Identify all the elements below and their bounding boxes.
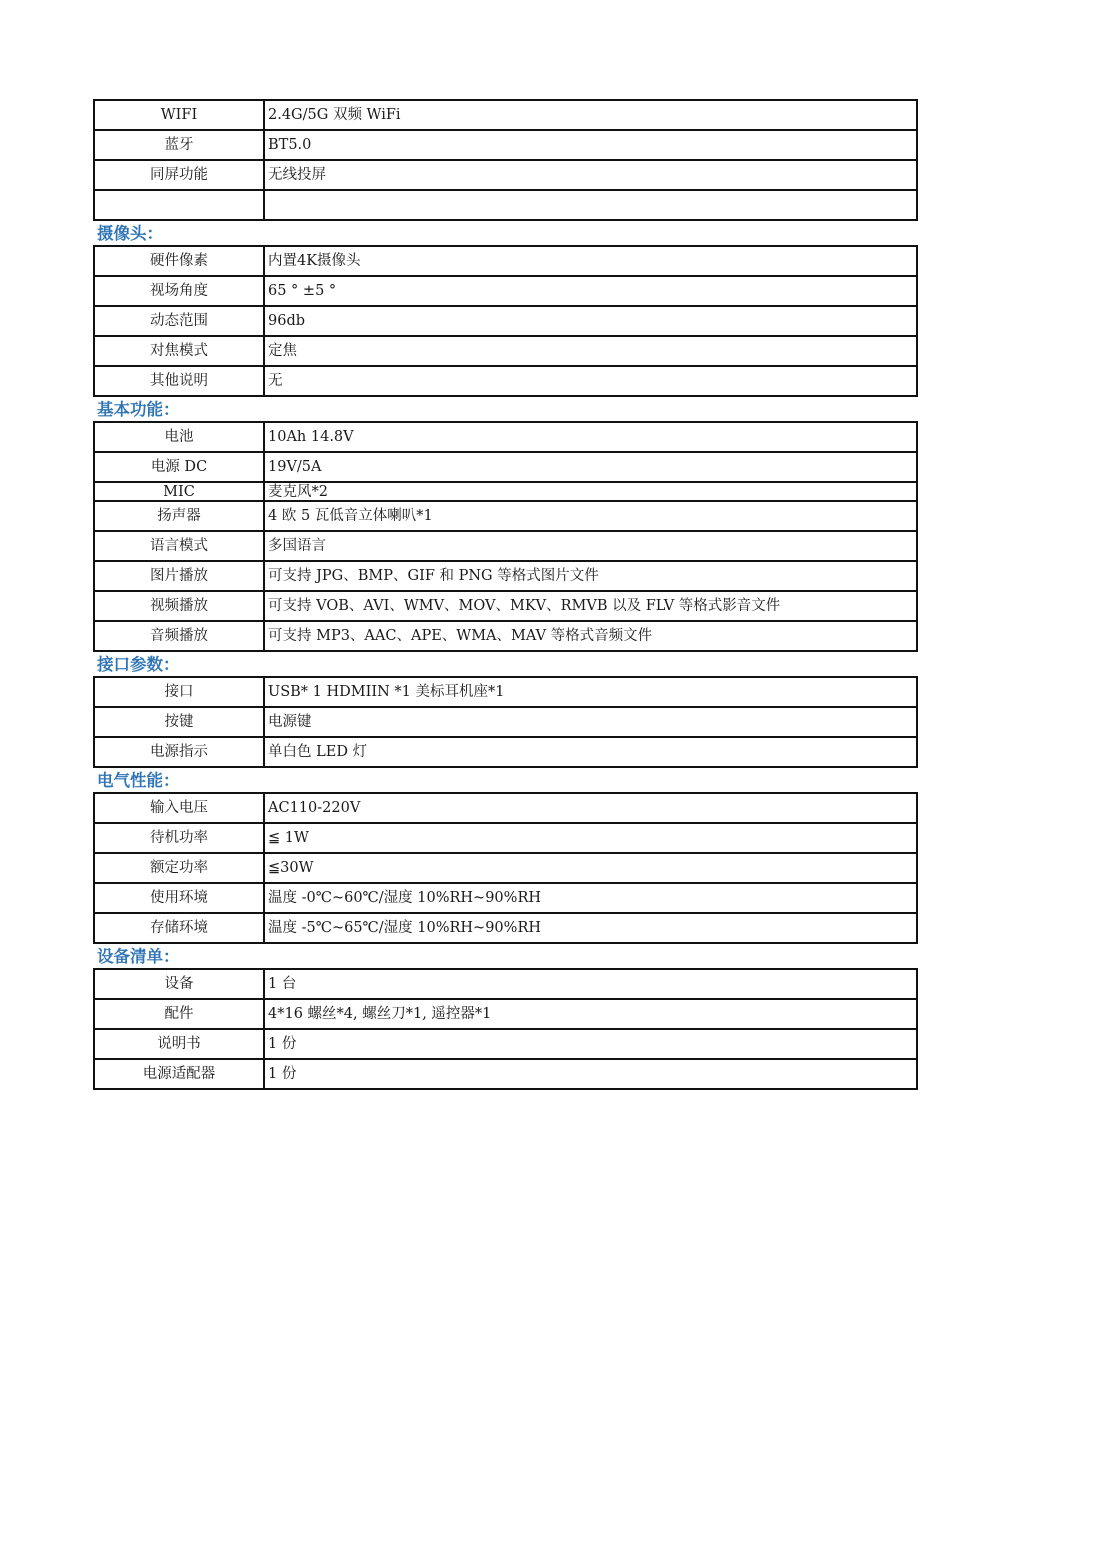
section-title: 设备清单： [97, 947, 180, 966]
spec-row [94, 853, 917, 883]
spec-key-cell: 动态范围 [94, 306, 264, 336]
spec-value-cell: USB* 1 HDMIIN *1 美标耳机座*1 [264, 677, 917, 707]
spec-row [94, 452, 917, 482]
spec-key-cell: WIFI [94, 100, 264, 130]
spec-row [94, 276, 917, 306]
spec-value-cell: 2.4G/5G 双频 WiFi [264, 100, 917, 130]
spec-value-cell: ≦30W [264, 853, 917, 883]
section-title: 接口参数： [97, 655, 180, 674]
spec-row [94, 306, 917, 336]
spec-key-cell: 输入电压 [94, 793, 264, 823]
spec-key-cell: 硬件像素 [94, 246, 264, 276]
spec-value-cell: 温度 -0℃~60℃/湿度 10%RH~90%RH [264, 883, 917, 913]
spec-key-cell: 存储环境 [94, 913, 264, 943]
spec-key-cell [94, 190, 264, 220]
spec-key-cell: 图片播放 [94, 561, 264, 591]
spec-key-cell: 语言模式 [94, 531, 264, 561]
spec-row [94, 100, 917, 130]
spec-value-cell: 65 ° ±5 ° [264, 276, 917, 306]
spec-row [94, 913, 917, 943]
section-title: 基本功能： [97, 400, 180, 419]
spec-row [94, 366, 917, 396]
spec-value-cell: 1 台 [264, 969, 917, 999]
spec-value-cell: 可支持 JPG、BMP、GIF 和 PNG 等格式图片文件 [264, 561, 917, 591]
spec-row [94, 621, 917, 651]
spec-value-cell: 麦克风*2 [264, 482, 917, 501]
spec-value-cell: 96db [264, 306, 917, 336]
spec-row [94, 501, 917, 531]
spec-row [94, 422, 917, 452]
spec-value-cell: 无线投屏 [264, 160, 917, 190]
spec-row [94, 1059, 917, 1089]
spec-value-cell [264, 190, 917, 220]
spec-table [93, 99, 918, 221]
spec-table [93, 676, 918, 768]
spec-value-cell: 10Ah 14.8V [264, 422, 917, 452]
spec-value-cell: AC110-220V [264, 793, 917, 823]
spec-key-cell: 同屏功能 [94, 160, 264, 190]
spec-value-cell: 内置4K摄像头 [264, 246, 917, 276]
spec-key-cell: 按键 [94, 707, 264, 737]
spec-document [93, 99, 918, 1090]
spec-table [93, 968, 918, 1090]
spec-row [94, 246, 917, 276]
spec-key-cell: 电源适配器 [94, 1059, 264, 1089]
spec-row [94, 561, 917, 591]
spec-key-cell: 视场角度 [94, 276, 264, 306]
spec-key-cell: 视频播放 [94, 591, 264, 621]
spec-row [94, 531, 917, 561]
spec-value-cell: 可支持 VOB、AVI、WMV、MOV、MKV、RMVB 以及 FLV 等格式影音文件 [264, 591, 917, 621]
spec-key-cell: 接口 [94, 677, 264, 707]
spec-row [94, 707, 917, 737]
spec-key-cell: 蓝牙 [94, 130, 264, 160]
spec-value-cell: 可支持 MP3、AAC、APE、WMA、MAV 等格式音频文件 [264, 621, 917, 651]
spec-value-cell: 4 欧 5 瓦低音立体喇叭*1 [264, 501, 917, 531]
section-title: 电气性能： [97, 771, 180, 790]
spec-key-cell: 音频播放 [94, 621, 264, 651]
spec-key-cell: 电池 [94, 422, 264, 452]
spec-row [94, 883, 917, 913]
spec-row [94, 591, 917, 621]
spec-value-cell: 19V/5A [264, 452, 917, 482]
spec-row [94, 823, 917, 853]
spec-row [94, 130, 917, 160]
spec-key-cell: 说明书 [94, 1029, 264, 1059]
spec-value-cell: 1 份 [264, 1059, 917, 1089]
spec-row [94, 999, 917, 1029]
spec-value-cell: 定焦 [264, 336, 917, 366]
spec-table [93, 245, 918, 397]
spec-value-cell: BT5.0 [264, 130, 917, 160]
spec-value-cell: 单白色 LED 灯 [264, 737, 917, 767]
spec-key-cell: 电源 DC [94, 452, 264, 482]
spec-key-cell: 其他说明 [94, 366, 264, 396]
spec-key-cell: 设备 [94, 969, 264, 999]
spec-value-cell: 1 份 [264, 1029, 917, 1059]
spec-key-cell: 扬声器 [94, 501, 264, 531]
spec-key-cell: 电源指示 [94, 737, 264, 767]
spec-row [94, 969, 917, 999]
spec-key-cell: 对焦模式 [94, 336, 264, 366]
spec-row [94, 160, 917, 190]
spec-value-cell: 温度 -5℃~65℃/湿度 10%RH~90%RH [264, 913, 917, 943]
spec-value-cell: ≦ 1W [264, 823, 917, 853]
spec-table [93, 421, 918, 652]
spec-table [93, 792, 918, 944]
spec-row [94, 190, 917, 220]
spec-key-cell: 待机功率 [94, 823, 264, 853]
spec-row [94, 482, 917, 501]
spec-value-cell: 无 [264, 366, 917, 396]
spec-key-cell: 使用环境 [94, 883, 264, 913]
spec-row [94, 793, 917, 823]
spec-key-cell: MIC [94, 482, 264, 501]
spec-key-cell: 配件 [94, 999, 264, 1029]
spec-row [94, 336, 917, 366]
spec-value-cell: 多国语言 [264, 531, 917, 561]
spec-key-cell: 额定功率 [94, 853, 264, 883]
spec-row [94, 737, 917, 767]
spec-row [94, 1029, 917, 1059]
spec-row [94, 677, 917, 707]
spec-value-cell: 4*16 螺丝*4, 螺丝刀*1, 遥控器*1 [264, 999, 917, 1029]
section-title: 摄像头： [97, 224, 163, 243]
spec-value-cell: 电源键 [264, 707, 917, 737]
